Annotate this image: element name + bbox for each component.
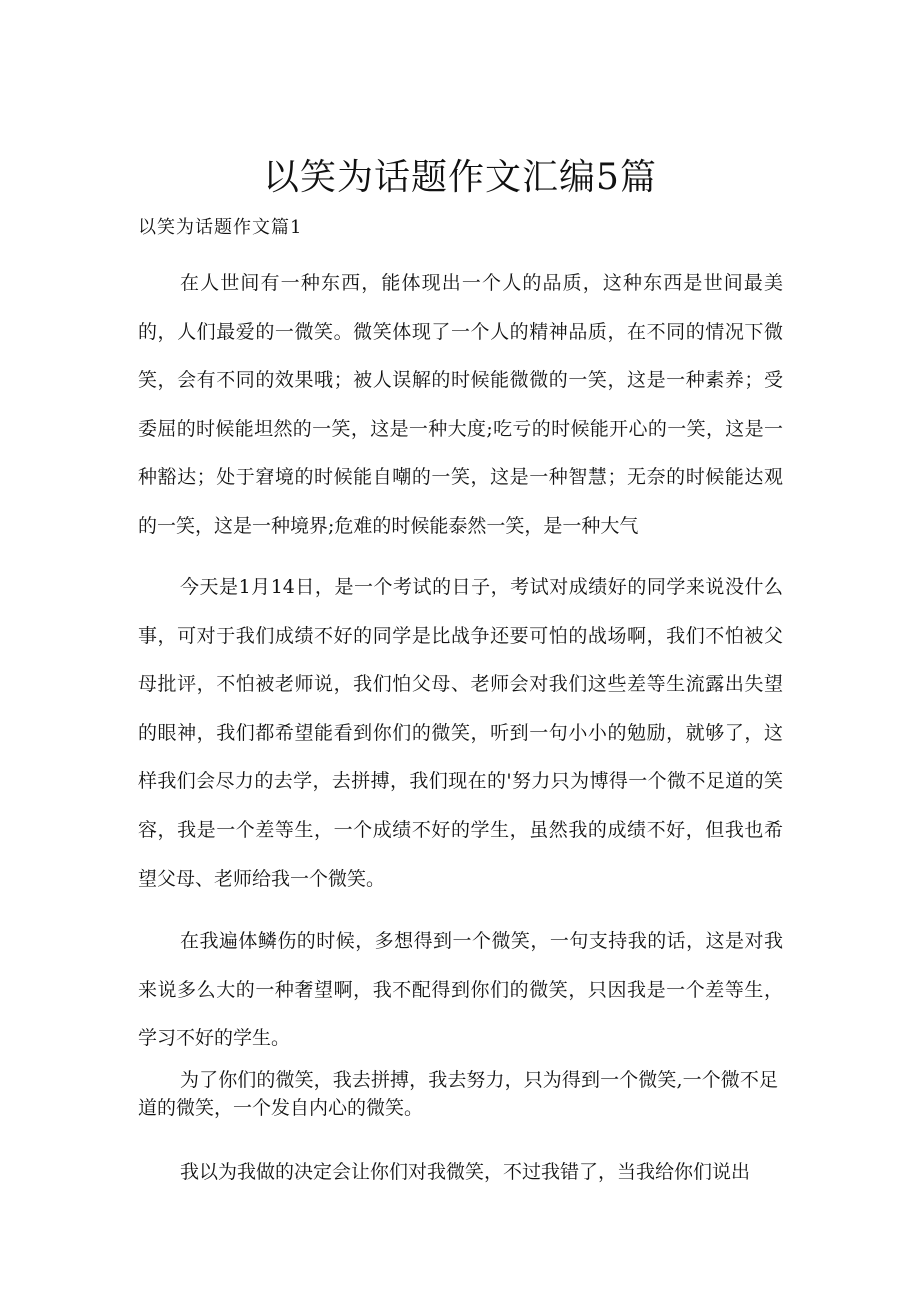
section-heading: 以笑为话题作文篇1 — [138, 217, 303, 238]
paragraph-1: 在人世间有一种东西，能体现出一个人的品质，这种东西是世间最美的，人们最爱的一微笑。微笑体现了一个人的精神品质，在不同的情况下微笑，会有不同的效果哦；被人误解的时候能微微的一笑，这是一种素养；受委屈的时候能坦然的一笑，这是一种大度;吃亏的时候能开心的一笑，这是一种豁达；处于窘境的时候能自嘲的一笑，这是一种智慧；无奈的时候能达观的一笑，这是一种境界;危难的时候能泰然一笑，是一种大气 — [138, 272, 783, 537]
document-title: 以笑为话题作文汇编5篇 — [263, 157, 657, 198]
paragraph-2: 今天是1月14日，是一个考试的日子，考试对成绩好的同学来说没什么事，可对于我们成绩不好的同学是比战争还要可怕的战场啊，我们不怕被父母批评，不怕被老师说，我们怕父母、老师会对我们这些差等生流露出失望的眼神，我们都希望能看到你们的微笑，听到一句小小的勉励，就够了，这样我们会尽力的去学，去拼搏，我们现在的'努力只为博得一个微不足道的笑容，我是一个差等生，一个成绩不好的学生，虽然我的成绩不好，但我也希望父母、老师给我一个微笑。 — [138, 576, 783, 890]
paragraph-4: 为了你们的微笑，我去拼搏，我去努力，只为得到一个微笑,一个微不足道的微笑，一个发自内心的微笑。 — [138, 1069, 778, 1119]
paragraph-5: 我以为我做的决定会让你们对我微笑，不过我错了，当我给你们说出 — [180, 1161, 751, 1183]
paragraph-3: 在我遍体鳞伤的时候，多想得到一个微笑，一句支持我的话，这是对我来说多么大的一种奢望啊，我不配得到你们的微笑，只因我是一个差等生，学习不好的学生。 — [138, 930, 783, 1050]
